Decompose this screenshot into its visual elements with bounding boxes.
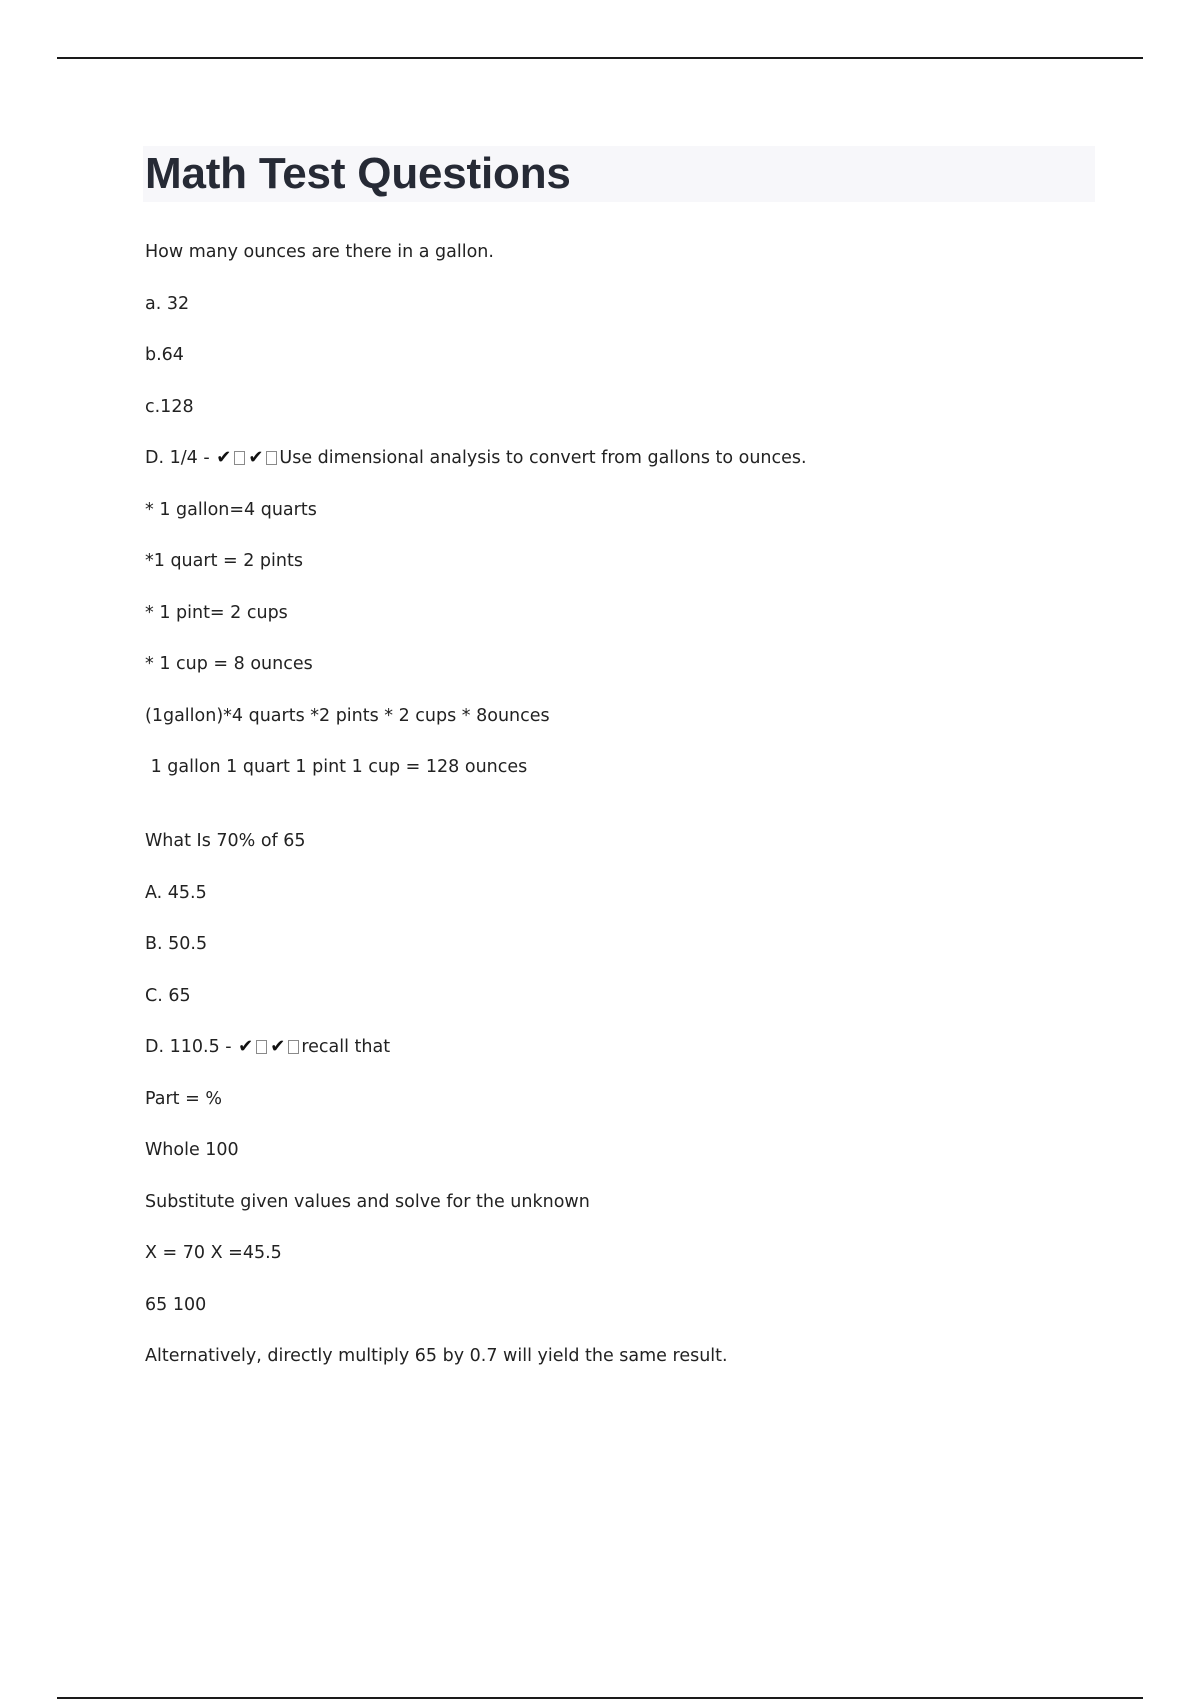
answer-explanation: Use dimensional analysis to convert from gallons to ounces.: [279, 448, 807, 468]
document-body: [145, 146, 1095, 1396]
page-title: Math Test Questions: [145, 149, 571, 198]
explanation-line: 65 100: [145, 1294, 207, 1315]
answer-explanation: recall that: [301, 1037, 391, 1057]
check-icon: ✔: [270, 1036, 286, 1057]
option-c: c.128: [145, 396, 194, 417]
explanation-line: Alternatively, directly multiply 65 by 0.7 will yield the same result.: [145, 1346, 728, 1366]
placeholder-box-icon: [288, 1040, 299, 1054]
option-b: b.64: [145, 345, 184, 365]
answer-line: [145, 1035, 1095, 1059]
header-rule: [57, 57, 1143, 59]
explanation-line: (1gallon)*4 quarts *2 pints * 2 cups * 8ounces: [145, 705, 550, 726]
title-band: [143, 146, 1095, 202]
question-2: [145, 829, 1095, 1368]
explanation-line: * 1 pint= 2 cups: [145, 602, 288, 623]
option-b: B. 50.5: [145, 934, 208, 954]
placeholder-box-icon: [234, 451, 245, 465]
footer-rule: [57, 1697, 1143, 1699]
explanation-line: *1 quart = 2 pints: [145, 551, 303, 571]
option-a: A. 45.5: [145, 882, 207, 903]
answer-line: [145, 446, 1095, 470]
check-icon: ✔: [238, 1036, 254, 1057]
placeholder-box-icon: [266, 451, 277, 465]
answer-prefix: D. 1/4 -: [145, 448, 216, 468]
explanation-line: * 1 gallon=4 quarts: [145, 499, 317, 520]
question-prompt: How many ounces are there in a gallon.: [145, 242, 494, 262]
question-prompt: What Is 70% of 65: [145, 831, 306, 851]
check-icon: ✔: [248, 447, 264, 468]
placeholder-box-icon: [256, 1040, 267, 1054]
check-icon: ✔: [216, 447, 232, 468]
explanation-line: Whole 100: [145, 1140, 239, 1160]
option-c: C. 65: [145, 985, 191, 1006]
explanation-line: * 1 cup = 8 ounces: [145, 654, 313, 674]
option-a: a. 32: [145, 293, 190, 314]
explanation-line: Part = %: [145, 1088, 222, 1109]
answer-prefix: D. 110.5 -: [145, 1037, 238, 1057]
explanation-line: 1 gallon 1 quart 1 pint 1 cup = 128 ounces: [145, 757, 528, 777]
explanation-line: X = 70 X =45.5: [145, 1243, 282, 1263]
question-1: [145, 240, 1095, 779]
explanation-line: Substitute given values and solve for the unknown: [145, 1191, 590, 1212]
